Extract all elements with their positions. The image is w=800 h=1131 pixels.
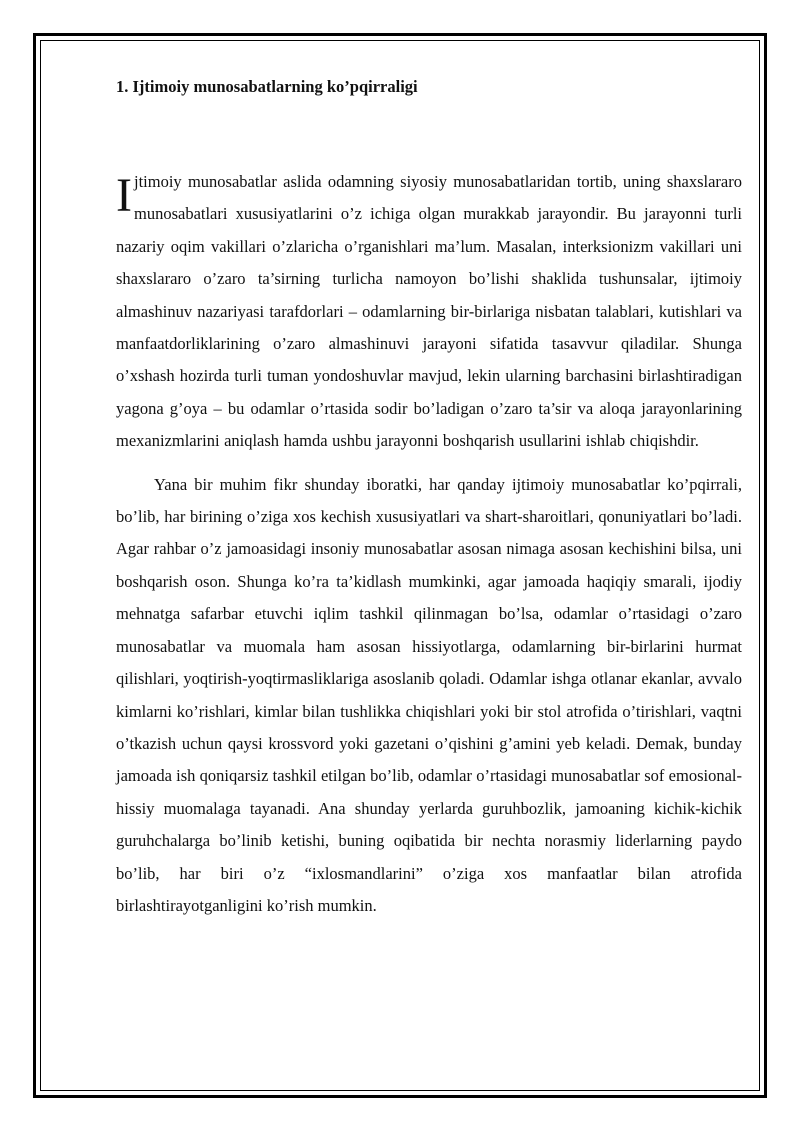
paragraph-2-text: Yana bir muhim fikr shunday iboratki, har qanday ijtimoiy munosabatlar ko’pqirrali, bo’lib, har birining o’ziga xos kechish xususiyatlari va shart-sharoitlari, qonuniyatlari bo’ladi. Agar rahbar o’z jamoasidagi insoniy munosabatlar asosan nimaga asosan kechishini bilsa, uni boshqarish oson. Shunga ko’ra ta’kidlash mumkinki, agar jamoada haqiqiy smarali, ijodiy mehnatga safarbar etuvchi iqlim tashkil qilinmagan bo’lsa, odamlar o’rtasidagi o’zaro munosabatlar va muomala ham asosan hissiyotlarga, odamlarning bir-birlarini hurmat qilishlari, yoqtirish-yoqtirmasliklariga asoslanib qoladi. Odamlar ishga otlanar ekanlar, avvalo kimlarni ko’rishlari, kimlar bilan tushlikka chiqishlari yoki bir stol atrofida o’tirishlari, vaqtni o’tkazish uchun qaysi krossvord yoki gazetani o’qishini g’amini yeb keladi. Demak, bunday jamoada ish qoniqarsiz tashkil etilgan bo’lib, odamlar o’rtasidagi munosabatlar sof emosional-hissiy muomalaga tayanadi. Ana shunday yerlarda guruhbozlik, jamoaning kichik-kichik guruhchalarga bo’linib ketishi, buning oqibatida bir nechta norasmiy liderlarning paydo bo’lib, har biri o’z “ixlosmandlarini” o’ziga xos manfaatlar bilan atrofida birlashtirayotganligini ko’rish mumkin. <box>116 474 742 915</box>
paragraph-1 <box>116 166 742 458</box>
section-heading: 1. Ijtimoiy munosabatlarning ko’pqirraligi <box>116 77 418 96</box>
paragraph-2 <box>116 469 742 923</box>
drop-cap-letter: I <box>116 169 132 222</box>
document-body <box>116 72 742 922</box>
paragraph-1-text: jtimoiy munosabatlar aslida odamning siyosiy munosabatlaridan tortib, uning shaxslararo munosabatlari xususiyatlarini o’z ichiga olgan murakkab jarayondir. Bu jarayonni turli nazariy oqim vakillari o’zlaricha o’rganishlari ma’lum. Masalan, interksionizm vakillari uni shaxslararo o’zaro ta’sirning turlicha namoyon bo’lishi shaklida tushunsalar, ijtimoiy almashinuv nazariyasi tarafdorlari – odamlarning bir-birlariga nisbatan talablari, kutishlari va manfaatdorliklarining o’zaro almashinuvi jarayoni sifatida tasavvur qiladilar. Shunga o’xshash hozirda turli tuman yondoshuvlar mavjud, lekin ularning barchasini birlashtiradigan yagona g’oya – bu odamlar o’rtasida sodir bo’ladigan o’zaro ta’sir va aloqa jarayonlarining mexanizmlarini aniqlash hamda ushbu jarayonni boshqarish usullarini ishlab chiqishdir. <box>116 172 742 451</box>
